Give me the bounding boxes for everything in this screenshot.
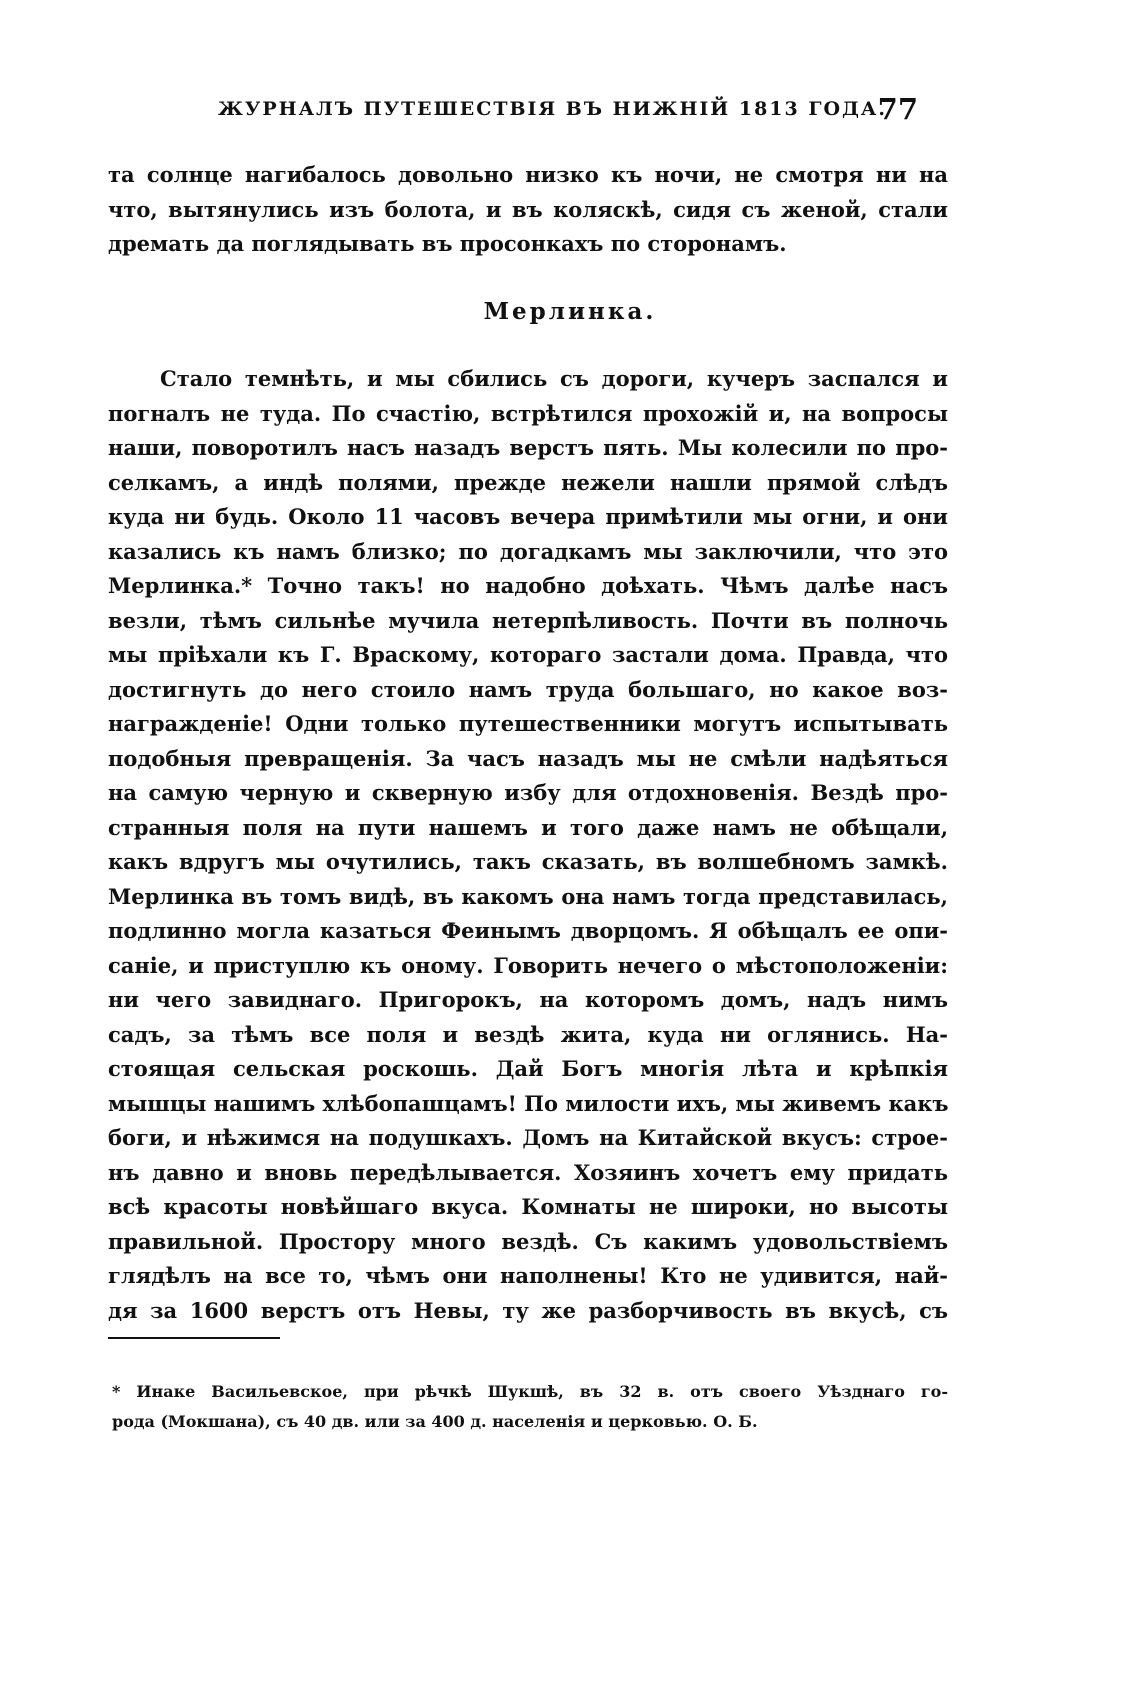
page-number: 77 xyxy=(877,92,918,126)
text-line: награжденіе! Одни только путешественники могутъ испытывать xyxy=(108,711,948,736)
footnote-line: рода (Мокшана), съ 40 дв. или за 400 д. населенія и церковью. О. Б. xyxy=(112,1412,758,1431)
intro-paragraph xyxy=(108,158,948,262)
running-title: ЖУРНАЛЪ ПУТЕШЕСТВІЯ ВЪ НИЖНІЙ 1813 ГОДА. xyxy=(218,98,888,120)
text-line: всѣ красоты новѣйшаго вкуса. Комнаты не широки, но высоты xyxy=(108,1194,948,1219)
running-header xyxy=(218,92,918,132)
text-line: странныя поля на пути нашемъ и того даже намъ не обѣщали, xyxy=(108,814,948,840)
text-line: казались къ намъ близко; по догадкамъ мы заключили, что это xyxy=(108,538,948,564)
text-line: на самую черную и скверную избу для отдохновенія. Вездѣ про- xyxy=(108,780,948,805)
text-line: глядѣлъ на все то, чѣмъ они наполнены! Кто не удивится, най- xyxy=(108,1263,948,1288)
text-line: садъ, за тѣмъ все поля и вездѣ жита, куда ни оглянись. На- xyxy=(108,1021,948,1047)
text-line: нъ давно и вновь передѣлывается. Хозяинъ хочетъ ему придать xyxy=(108,1159,948,1185)
text-line: погналъ не туда. По счастію, встрѣтился прохожій и, на вопросы xyxy=(108,400,948,426)
text-line: дремать да поглядывать въ просонкахъ по сторонамъ. xyxy=(108,231,787,256)
text-line: саніе, и приступлю къ оному. Говорить нечего о мѣстоположеніи: xyxy=(108,952,948,978)
text-line: наши, поворотилъ насъ назадъ верстъ пять. Мы колесили по про- xyxy=(108,435,948,460)
footnote-divider xyxy=(108,1337,280,1339)
text-line: ни чего завиднаго. Пригорокъ, на которомъ домъ, надъ нимъ xyxy=(108,987,948,1012)
text-line: какъ вдругъ мы очутились, такъ сказать, въ волшебномъ замкѣ. xyxy=(108,849,948,874)
text-line: достигнуть до него стоило намъ труда большаго, но какое воз- xyxy=(108,676,948,702)
text-line: правильной. Простору много вездѣ. Съ какимъ удовольствіемъ xyxy=(108,1228,948,1254)
text-line: подобныя превращенія. За часъ назадъ мы не смѣли надѣяться xyxy=(108,745,948,771)
text-line: куда ни будь. Около 11 часовъ вечера примѣтили мы огни, и они xyxy=(108,504,948,529)
text-line: Стало темнѣть, и мы сбились съ дороги, кучеръ заспался и xyxy=(160,366,948,391)
footnote-line: * Инаке Васильевское, при рѣчкѣ Шукшѣ, въ 32 в. отъ своего Уѣзднаго го- xyxy=(112,1382,948,1401)
section-heading: Мерлинка. xyxy=(483,298,657,325)
footnote xyxy=(112,1377,948,1437)
text-line: мы пріѣхали къ Г. Враскому, котораго застали дома. Правда, что xyxy=(108,642,948,667)
text-line: подлинно могла казаться Феинымъ дворцомъ. Я обѣщалъ ее опи- xyxy=(108,918,948,943)
text-line: боги, и нѣжимся на подушкахъ. Домъ на Китайской вкусъ: строе- xyxy=(108,1125,948,1150)
text-line: дя за 1600 верстъ отъ Невы, ту же разборчивость въ вкусѣ, съ xyxy=(108,1297,948,1323)
text-line: селкамъ, а индѣ полями, прежде нежели нашли прямой слѣдъ xyxy=(108,469,948,495)
text-line: что, вытянулись изъ болота, и въ коляскѣ, сидя съ женой, стали xyxy=(108,196,948,222)
text-line: стоящая сельская роскошь. Дай Богъ многія лѣта и крѣпкія xyxy=(108,1056,948,1081)
text-line: везли, тѣмъ сильнѣе мучила нетерпѣливость. Почти въ полночь xyxy=(108,607,948,633)
text-line: мышцы нашимъ хлѣбопашцамъ! По милости ихъ, мы живемъ какъ xyxy=(108,1090,949,1116)
text-line: Мерлинка.* Точно такъ! но надобно доѣхать. Чѣмъ далѣе насъ xyxy=(108,573,948,598)
text-line: Мерлинка въ томъ видѣ, въ какомъ она намъ тогда представилась, xyxy=(108,883,948,909)
text-line: та солнце нагибалось довольно низко къ ночи, не смотря ни на xyxy=(108,162,948,187)
body-paragraph xyxy=(108,362,948,1328)
